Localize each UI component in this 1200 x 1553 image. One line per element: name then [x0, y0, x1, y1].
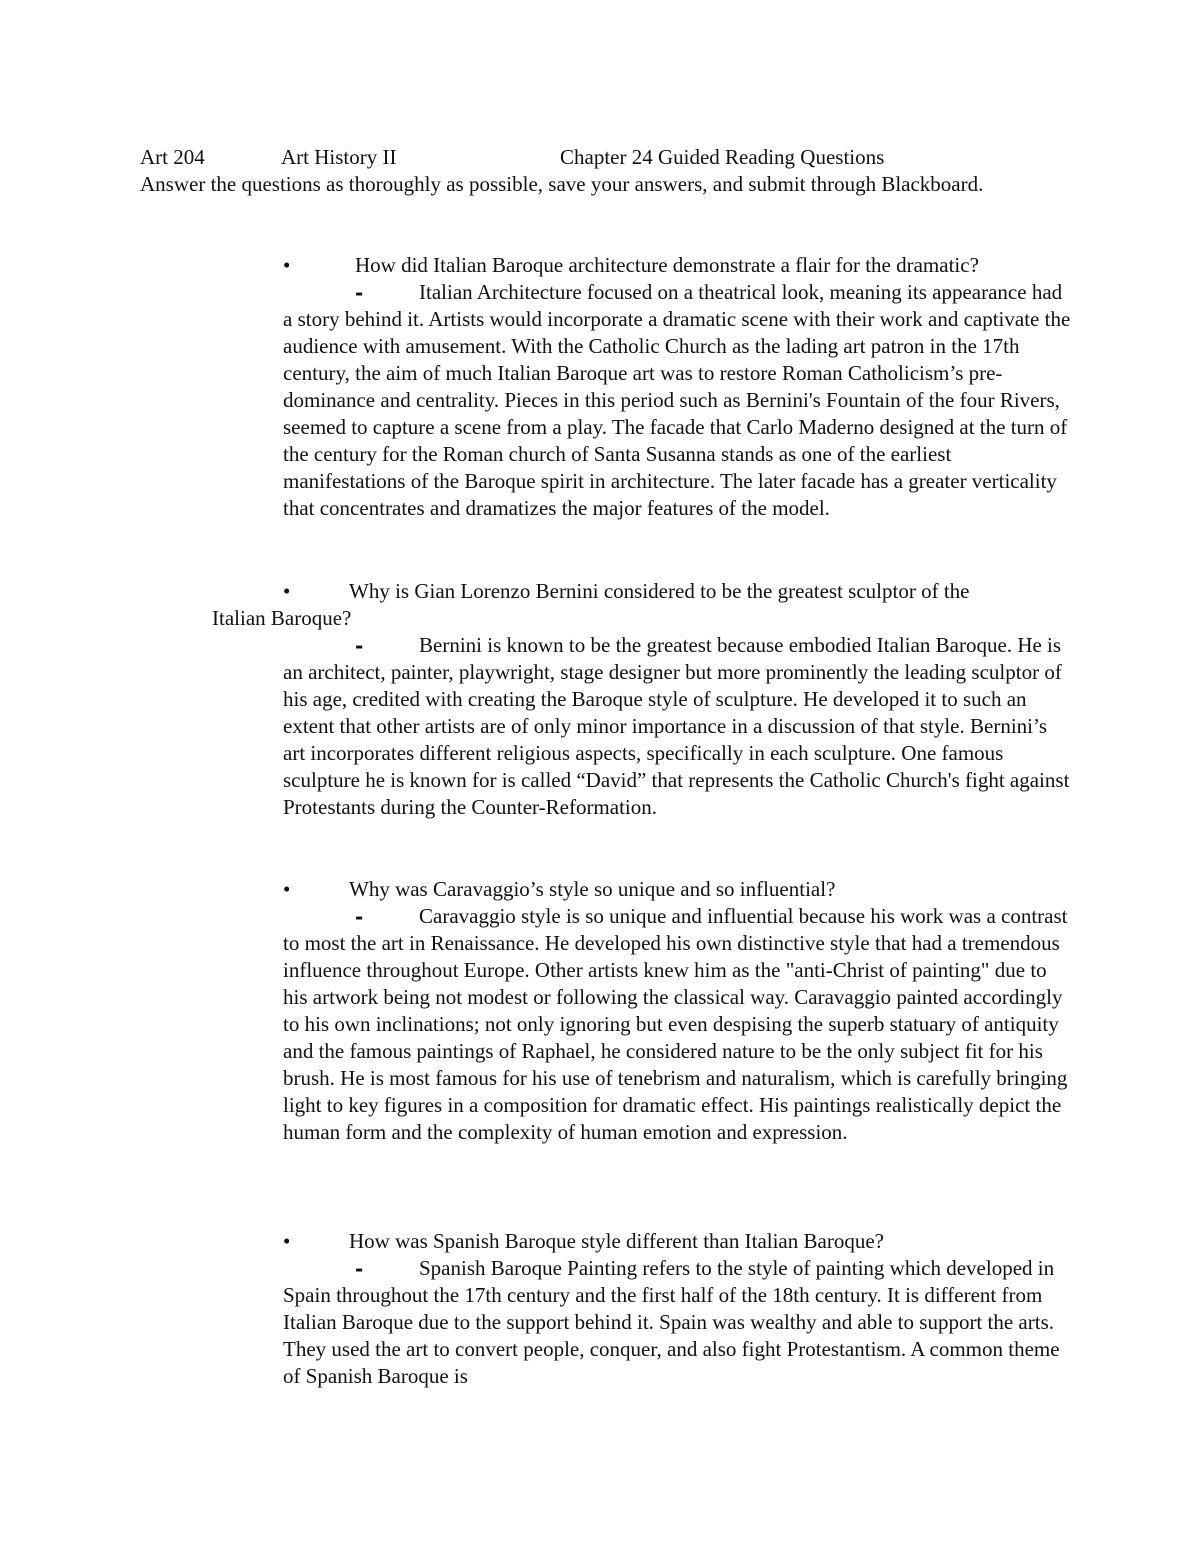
bullet-icon: •	[283, 1229, 291, 1253]
assignment-title: Chapter 24 Guided Reading Questions	[560, 145, 885, 169]
answer-1: Italian Architecture focused on a theatrical look, meaning its appearance had a story behind it. Artists would incorporate a dramatic scene with their work and captivate the audience with amusement. With the Catholic Church as the lading art patron in the 17th century, the aim of much Italian Baroque art was to restore Roman Catholicism’s pre-dominance and centrality. Pieces in this period such as Bernini's Fountain of the four Rivers, seemed to capture a scene from a play. The facade that Carlo Maderno designed at the turn of the century for the Roman church of Santa Susanna stands as one of the earliest manifestations of the Baroque spirit in architecture. The later facade has a greater verticality that concentrates and dramatizes the major features of the model.	[283, 280, 1071, 520]
dash-icon: -	[355, 1257, 364, 1281]
dash-icon: -	[355, 281, 364, 305]
answer-2: Bernini is known to be the greatest because embodied Italian Baroque. He is an architect, painter, playwright, stage designer but more prominently the leading sculptor of his age, credited with creating the Baroque style of sculpture. He developed it to such an extent that other artists are of only minor importance in a discussion of that style. Bernini’s art incorporates different religious aspects, specifically in each sculpture. One famous sculpture he is known for is called “David” that represents the Catholic Church's fight against Protestants during the Counter-Reformation.	[283, 633, 1070, 819]
question-4: How was Spanish Baroque style different than Italian Baroque?	[349, 1229, 884, 1253]
answer-4: Spanish Baroque Painting refers to the style of painting which developed in Spain throughout the 17th century and the first half of the 18th century. It is different from Italian Baroque due to the support behind it. Spain was wealthy and able to support the arts. They used the art to convert people, conquer, and also fight Protestantism. A common theme of Spanish Baroque is	[283, 1256, 1060, 1388]
course-title: Art History II	[281, 145, 397, 169]
bullet-icon: •	[283, 253, 291, 277]
answer-3: Caravaggio style is so unique and influential because his work was a contrast to most the art in Renaissance. He developed his own distinctive style that had a tremendous influence throughout Europe. Other artists knew him as the "anti-Christ of painting" due to his artwork being not modest or following the classical way. Caravaggio painted accordingly to his own inclinations; not only ignoring but even despising the superb statuary of antiquity and the famous paintings of Raphael, he considered nature to be the only subject fit for his brush. He is most famous for his use of tenebrism and naturalism, which is carefully bringing light to key figures in a composition for dramatic effect. His paintings realistically depict the human form and the complexity of human emotion and expression.	[283, 904, 1068, 1144]
dash-icon: -	[355, 905, 364, 929]
question-3: Why was Caravaggio’s style so unique and so influential?	[349, 877, 836, 901]
question-2: Why is Gian Lorenzo Bernini considered to be the greatest sculptor of the	[349, 579, 970, 603]
course-code: Art 204	[140, 145, 205, 169]
dash-icon: -	[355, 634, 364, 658]
bullet-icon: •	[283, 579, 291, 603]
question-2-continued: Italian Baroque?	[212, 606, 352, 630]
document-header	[0, 144, 1200, 171]
question-1: How did Italian Baroque architecture demonstrate a flair for the dramatic?	[355, 253, 979, 277]
instructions-text: Answer the questions as thoroughly as possible, save your answers, and submit through Blackboard.	[140, 172, 984, 196]
bullet-icon: •	[283, 877, 291, 901]
